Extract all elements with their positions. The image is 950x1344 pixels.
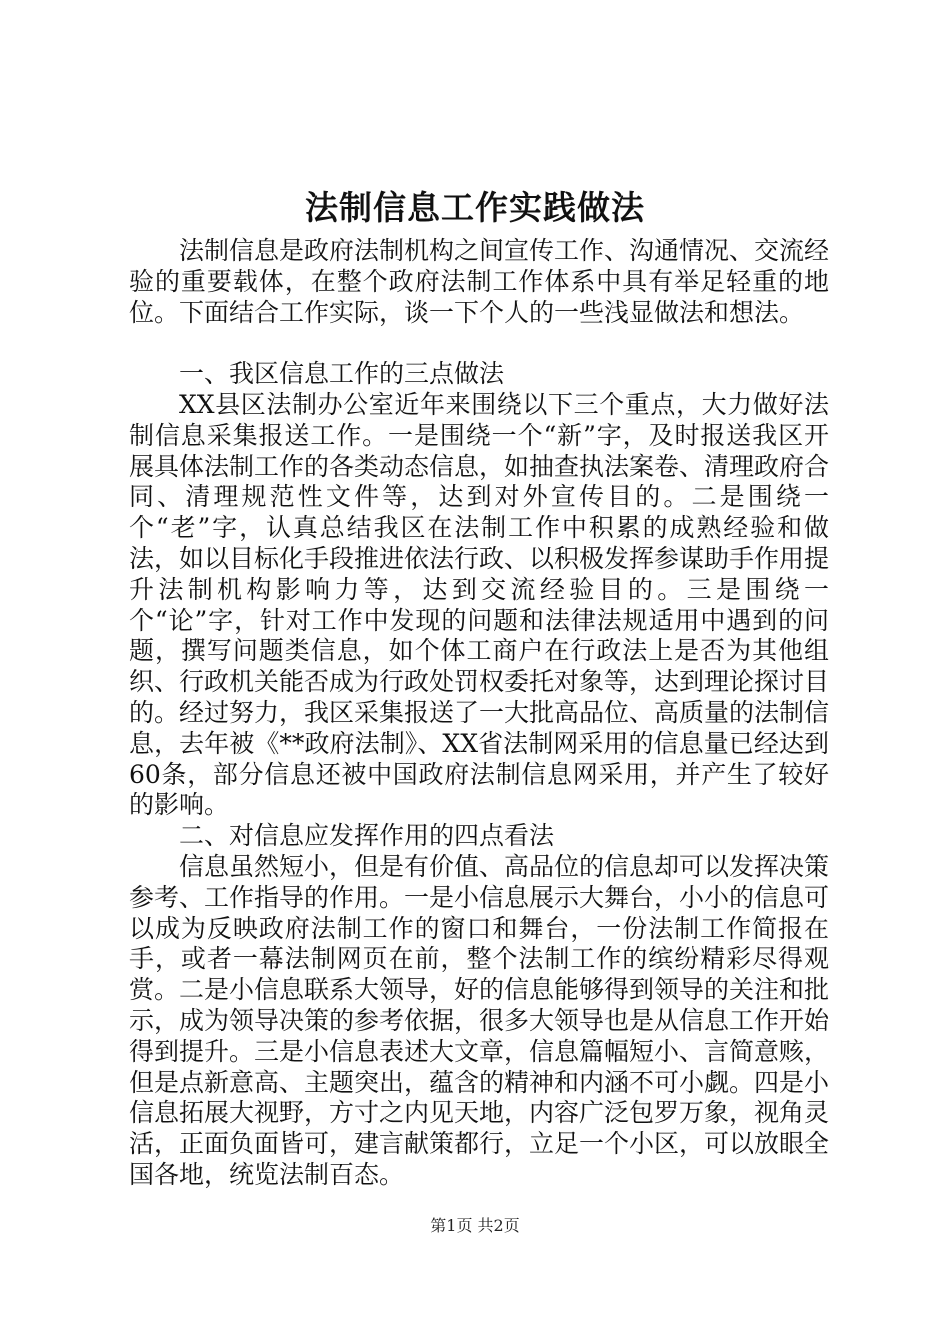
document-title: 法制信息工作实践做法: [305, 188, 645, 227]
section-paragraph-1: XX县区法制办公室近年来围绕以下三个重点，大力做好法制信息采集报送工作。一是围绕一个“新”字，及时报送我区开展具体法制工作的各类动态信息，如抽查执法案卷、清理政府合同、清理规范性文件等，达到对外宣传目的。二是围绕一个“老”字，认真总结我区在法制工作中积累的成熟经验和做法，如以目标化手段推进依法行政、以积极发挥参谋助手作用提升法制机构影响力等，达到交流经验目的。三是围绕一个“论”字，针对工作中发现的问题和法律法规适用中遇到的问题，撰写问题类信息，如个体工商户在行政法上是否为其他组织、行政机关能否成为行政处罚权委托对象等，达到理论探讨目的。经过努力，我区采集报送了一大批高品位、高质量的法制信息，去年被《**政府法制》、XX省法制网采用的信息量已经达到60条，部分信息还被中国政府法制信息网采用，并产生了较好的影响。: [129, 389, 830, 820]
section-heading-1: 一、我区信息工作的三点做法: [179, 359, 505, 389]
section-heading-2: 二、对信息应发挥作用的四点看法: [179, 821, 555, 851]
page-number-footer: 第1页 共2页: [430, 1216, 520, 1235]
intro-paragraph: 法制信息是政府法制机构之间宣传工作、沟通情况、交流经验的重要载体，在整个政府法制工作体系中具有举足轻重的地位。下面结合工作实际，谈一下个人的一些浅显做法和想法。: [129, 236, 830, 327]
document-body: [129, 236, 829, 1191]
paragraph-spacer: [129, 328, 829, 359]
section-paragraph-2: 信息虽然短小，但是有价值、高品位的信息却可以发挥决策参考、工作指导的作用。一是小信息展示大舞台，小小的信息可以成为反映政府法制工作的窗口和舞台，一份法制工作简报在手，或者一幕法制网页在前，整个法制工作的缤纷精彩尽得观赏。二是小信息联系大领导，好的信息能够得到领导的关注和批示，成为领导决策的参考依据，很多大领导也是从信息工作开始得到提升。三是小信息表述大文章，信息篇幅短小、言简意赅，但是点新意高、主题突出，蕴含的精神和内涵不可小觑。四是小信息拓展大视野，方寸之内见天地，内容广泛包罗万象，视角灵活，正面负面皆可，建言献策都行，立足一个小区，可以放眼全国各地，统览法制百态。: [129, 851, 830, 1189]
